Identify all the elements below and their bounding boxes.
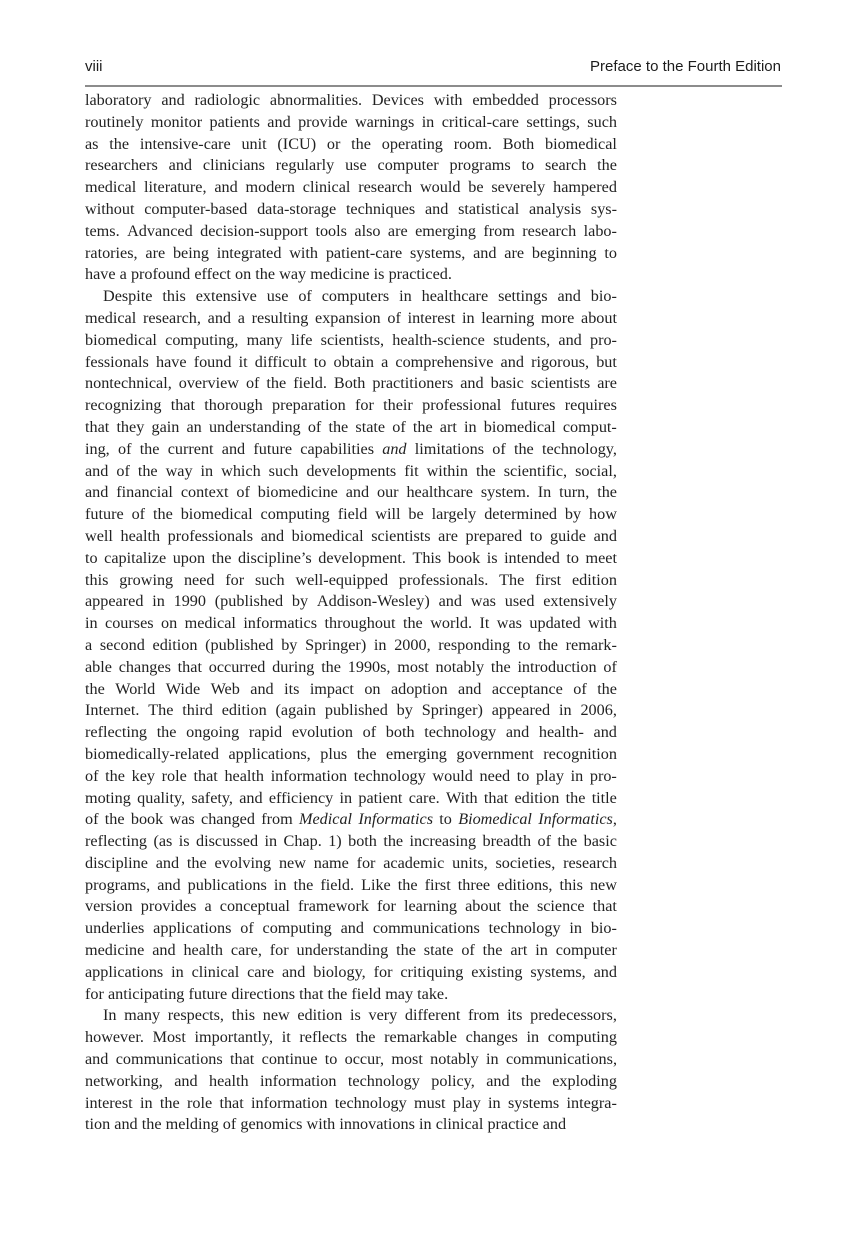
text-line: to capitalize upon the discipline’s development. This book is intended to meet [85,548,617,567]
text-line: version provides a conceptual framework for learning about the science that [85,897,617,916]
text-line: medical literature, and modern clinical research would be severely hampered [85,178,617,197]
paragraph-1 [85,91,617,287]
text-line: of the key role that health information technology would need to play in pro- [85,766,617,785]
text-line: nontechnical, overview of the field. Both practitioners and basic scientists are [85,374,617,393]
text-line: tion and the melding of genomics with innovations in clinical practice and [85,1115,567,1134]
text-line: as the intensive-care unit (ICU) or the operating room. Both biomedical [85,134,617,153]
text-line: interest in the role that information technology must play in systems integra- [85,1093,617,1112]
text-line: without computer-based data-storage techniques and statistical analysis sys- [85,199,617,218]
text-line: biomedical computing, many life scientists, health-science students, and pro- [85,330,617,349]
text-line: networking, and health information technology policy, and the exploding [85,1071,617,1090]
text-line: and of the way in which such developments fit within the scientific, social, [85,461,617,480]
paragraph-3 [85,1006,617,1137]
text-line: and communications that continue to occur, most notably in communications, [85,1050,617,1069]
text-line: reflecting (as is discussed in Chap. 1) both the increasing breadth of the basic [85,832,617,851]
text-line: recognizing that thorough preparation for their professional futures requires [85,396,617,415]
text-line: for anticipating future directions that the field may take. [85,984,449,1003]
text-line: moting quality, safety, and efficiency in patient care. With that edition the title [85,788,617,807]
page-body [85,91,617,1137]
text-line: In many respects, this new edition is very different from its predecessors, [103,1006,617,1025]
text-line: future of the biomedical computing field will be largely determined by how [85,505,617,524]
text-line: underlies applications of computing and communications technology in bio- [85,919,617,938]
text-line: and financial context of biomedicine and our healthcare system. In turn, the [85,483,617,502]
text-line: appeared in 1990 (published by Addison-Wesley) and was used extensively [85,592,617,611]
text-line: ing, of the current and future capabilities and limitations of the technology, [85,439,617,458]
text-line: medical research, and a resulting expansion of interest in learning more about [85,308,617,327]
text-line: Despite this extensive use of computers in healthcare settings and bio- [103,287,617,306]
text-line: applications in clinical care and biology, for critiquing existing systems, and [85,962,617,981]
text-line: fessionals have found it difficult to obtain a comprehensive and rigorous, but [85,352,617,371]
text-line: able changes that occurred during the 1990s, most notably the introduction of [85,657,617,676]
text-line: well health professionals and biomedical scientists are prepared to guide and [85,526,617,545]
text-line: discipline and the evolving new name for academic units, societies, research [85,853,617,872]
text-line: biomedically-related applications, plus the emerging government recognition [85,744,617,763]
header-rule [85,85,782,87]
text-line: that they gain an understanding of the state of the art in biomedical comput- [85,417,617,436]
paragraph-2 [85,287,617,1006]
text-line: of the book was changed from Medical Informatics to Biomedical Informatics, [85,810,617,829]
text-line: reflecting the ongoing rapid evolution of both technology and health- and [85,723,617,742]
text-line: have a profound effect on the way medicine is practiced. [85,265,452,284]
text-line: ratories, are being integrated with patient-care systems, and are beginning to [85,243,617,262]
text-line: a second edition (published by Springer) in 2000, responding to the remark- [85,635,617,654]
text-line: in courses on medical informatics throughout the world. It was updated with [85,614,617,633]
text-line: this growing need for such well-equipped professionals. The first edition [85,570,617,589]
text-line: however. Most importantly, it reflects the remarkable changes in computing [85,1028,617,1047]
page-header [85,58,781,75]
text-line: laboratory and radiologic abnormalities. Devices with embedded processors [85,91,617,109]
text-line: researchers and clinicians regularly use computer programs to search the [85,156,617,175]
text-line: medicine and health care, for understanding the state of the art in computer [85,941,617,960]
text-line: tems. Advanced decision-support tools also are emerging from research labo- [85,221,617,240]
page-number: viii [85,58,103,75]
text-line: the World Wide Web and its impact on adoption and acceptance of the [85,679,617,698]
running-title: Preface to the Fourth Edition [590,58,781,75]
text-line: Internet. The third edition (again published by Springer) appeared in 2006, [85,701,617,720]
text-line: routinely monitor patients and provide warnings in critical-care settings, such [85,112,617,131]
text-line: programs, and publications in the field. Like the first three editions, this new [85,875,617,894]
